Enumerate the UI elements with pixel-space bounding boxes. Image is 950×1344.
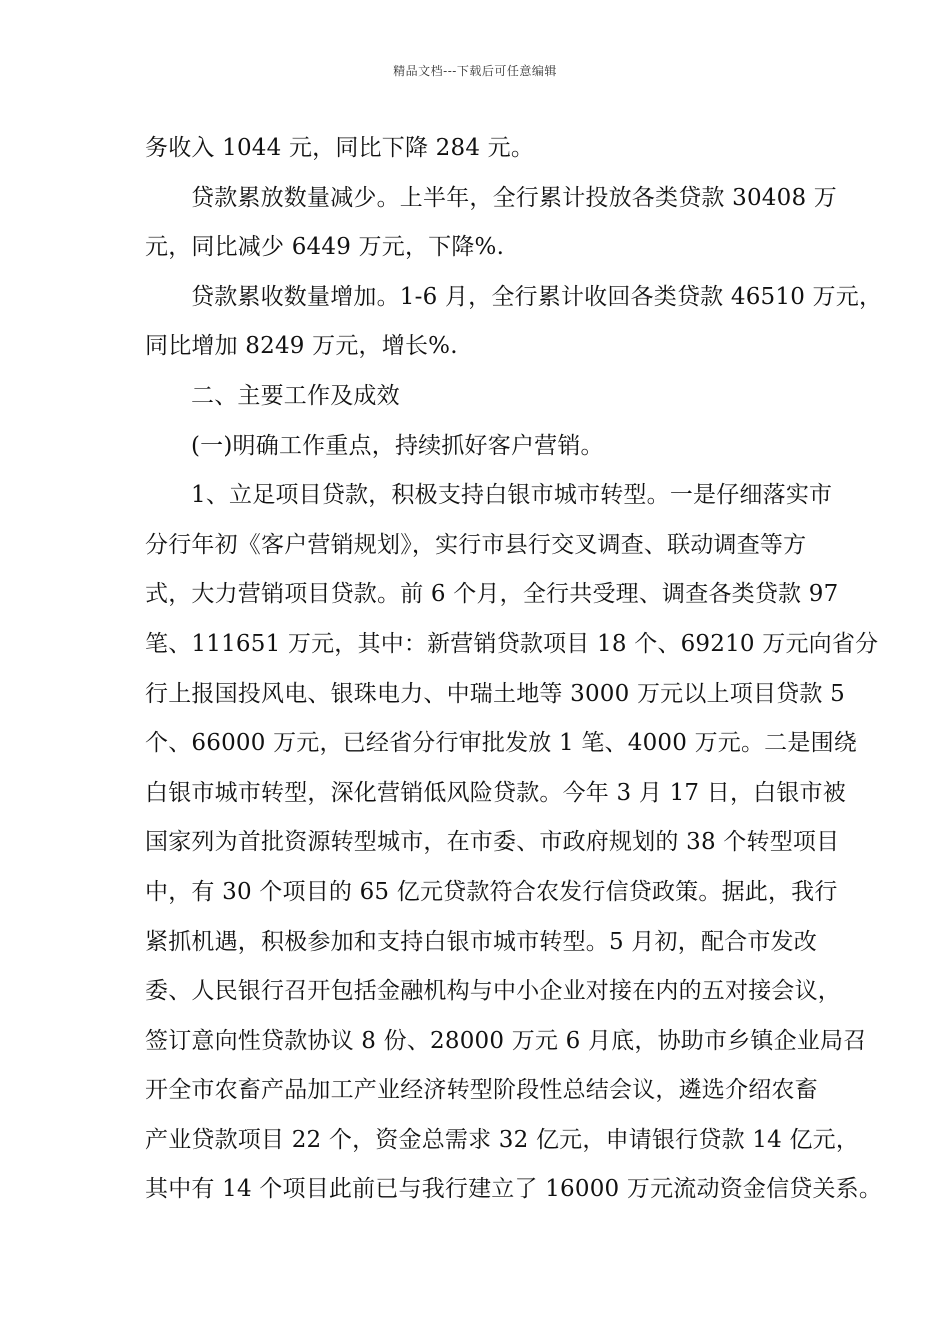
text-line: 行上报国投风电、银珠电力、中瑞土地等 3000 万元以上项目贷款 5 bbox=[145, 680, 845, 707]
text-line: 贷款累收数量增加。1-6 月，全行累计收回各类贷款 46510 万元， bbox=[191, 283, 883, 310]
section-heading: 二、主要工作及成效 bbox=[191, 382, 400, 409]
text-line: 同比增加 8249 万元，增长%. bbox=[145, 333, 458, 360]
text-line: 国家列为首批资源转型城市，在市委、市政府规划的 38 个转型项目 bbox=[145, 829, 840, 856]
text-line: 开全市农畜产品加工产业经济转型阶段性总结会议，遴选介绍农畜 bbox=[145, 1077, 818, 1104]
text-line: 中，有 30 个项目的 65 亿元贷款符合农发行信贷政策。据此，我行 bbox=[145, 878, 838, 905]
text-line: 分行年初《客户营销规划》，实行市县行交叉调查、联动调查等方 bbox=[145, 531, 807, 558]
text-line: 贷款累放数量减少。上半年，全行累计投放各类贷款 30408 万 bbox=[191, 184, 837, 211]
text-line: 式，大力营销项目贷款。前 6 个月，全行共受理、调查各类贷款 97 bbox=[145, 581, 839, 608]
text-line: 元，同比减少 6449 万元，下降%. bbox=[145, 234, 505, 261]
text-line: 签订意向性贷款协议 8 份、28000 万元 6 月底，协助市乡镇企业局召 bbox=[145, 1027, 867, 1054]
subsection-heading: (一)明确工作重点，持续抓好客户营销。 bbox=[191, 432, 604, 459]
text-line: 务收入 1044 元，同比下降 284 元。 bbox=[145, 135, 535, 161]
text-line: 产业贷款项目 22 个，资金总需求 32 亿元，申请银行贷款 14 亿元， bbox=[145, 1126, 860, 1153]
body-text bbox=[145, 124, 883, 1215]
text-line: 白银市城市转型，深化营销低风险贷款。今年 3 月 17 日，白银市被 bbox=[145, 779, 846, 806]
text-line: 其中有 14 个项目此前已与我行建立了 16000 万元流动资金信贷关系。 bbox=[145, 1176, 883, 1203]
page-header: 精品文档---下载后可任意编辑 bbox=[393, 64, 557, 78]
text-line: 委、人民银行召开包括金融机构与中小企业对接在内的五对接会议， bbox=[145, 978, 841, 1005]
text-line: 紧抓机遇，积极参加和支持白银市城市转型。5 月初，配合市发改 bbox=[145, 928, 817, 955]
text-line: 笔、111651 万元，其中：新营销贷款项目 18 个、69210 万元向省分 bbox=[145, 630, 879, 657]
text-line: 1、立足项目贷款，积极支持白银市城市转型。一是仔细落实市 bbox=[191, 482, 833, 509]
text-line: 个、66000 万元，已经省分行审批发放 1 笔、4000 万元。二是围绕 bbox=[145, 730, 857, 757]
